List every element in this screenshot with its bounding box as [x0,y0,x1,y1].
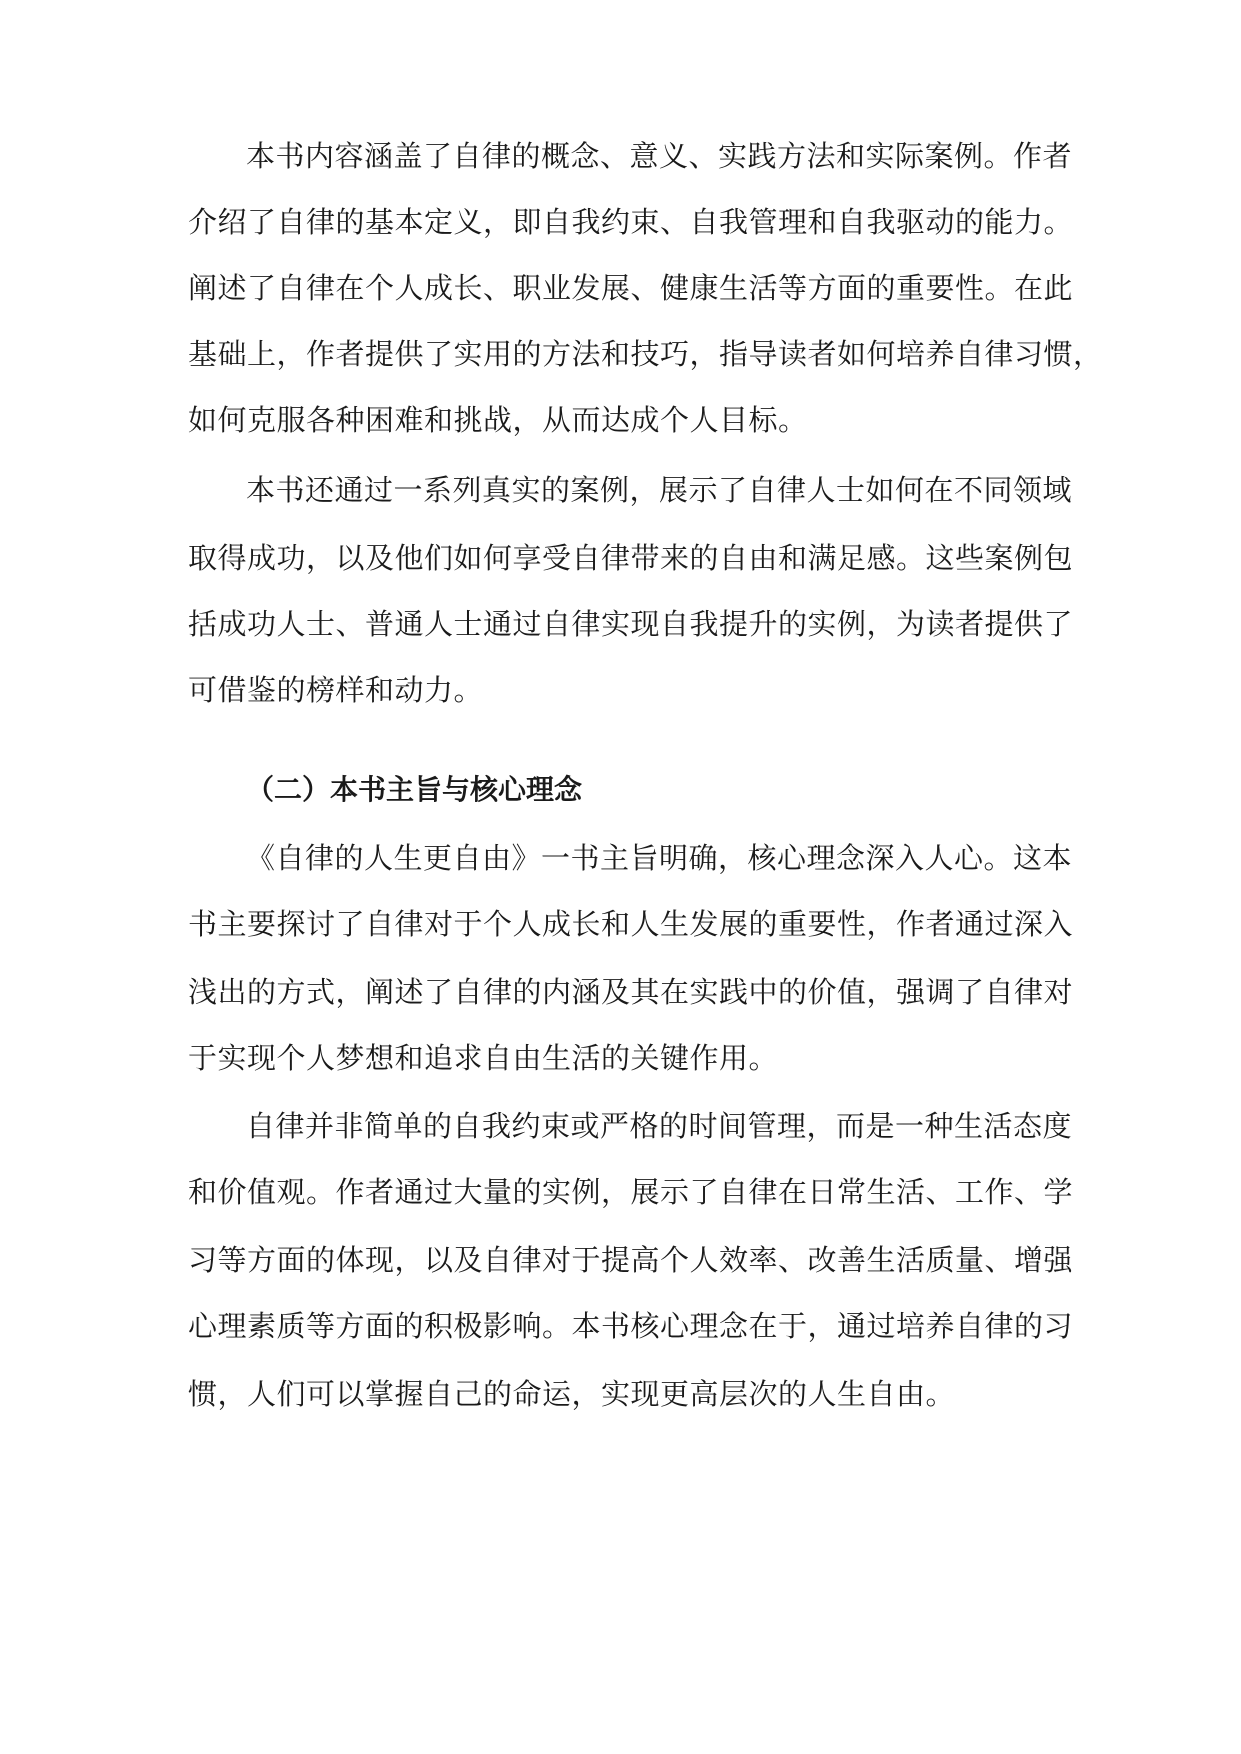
paragraph-1-line-4: 基础上，作者提供了实用的方法和技巧，指导读者如何培养自律习惯， [188,337,1103,371]
paragraph-2-line-1: 本书还通过一系列真实的案例，展示了自律人士如何在不同领域 [246,473,1073,507]
paragraph-1-line-5: 如何克服各种困难和挑战，从而达成个人目标。 [188,403,808,437]
paragraph-4-line-1: 自律并非简单的自我约束或严格的时间管理，而是一种生活态度 [246,1109,1073,1143]
paragraph-4-line-3: 习等方面的体现，以及自律对于提高个人效率、改善生活质量、增强 [188,1243,1074,1277]
paragraph-2-line-4: 可借鉴的榜样和动力。 [188,673,484,707]
paragraph-1-line-2: 介绍了自律的基本定义，即自我约束、自我管理和自我驱动的能力。 [188,205,1074,239]
paragraph-4-line-4: 心理素质等方面的积极影响。本书核心理念在于，通过培养自律的习 [188,1309,1074,1343]
paragraph-3-line-3: 浅出的方式，阐述了自律的内涵及其在实践中的价值，强调了自律对 [188,975,1074,1009]
paragraph-3-line-4: 于实现个人梦想和追求自由生活的关键作用。 [188,1041,779,1075]
paragraph-3-line-2: 书主要探讨了自律对于个人成长和人生发展的重要性，作者通过深入 [188,907,1074,941]
paragraph-2-line-2: 取得成功，以及他们如何享受自律带来的自由和满足感。这些案例包 [188,541,1074,575]
paragraph-4-line-5: 惯，人们可以掌握自己的命运，实现更高层次的人生自由。 [188,1377,956,1411]
paragraph-1-line-1: 本书内容涵盖了自律的概念、意义、实践方法和实际案例。作者 [246,139,1073,173]
section-heading: （二）本书主旨与核心理念 [246,773,583,806]
paragraph-1-line-3: 阐述了自律在个人成长、职业发展、健康生活等方面的重要性。在此 [188,271,1074,305]
paragraph-4-line-2: 和价值观。作者通过大量的实例，展示了自律在日常生活、工作、学 [188,1175,1074,1209]
paragraph-2-line-3: 括成功人士、普通人士通过自律实现自我提升的实例，为读者提供了 [188,607,1074,641]
paragraph-3-line-1: 《自律的人生更自由》一书主旨明确，核心理念深入人心。这本 [246,841,1073,875]
